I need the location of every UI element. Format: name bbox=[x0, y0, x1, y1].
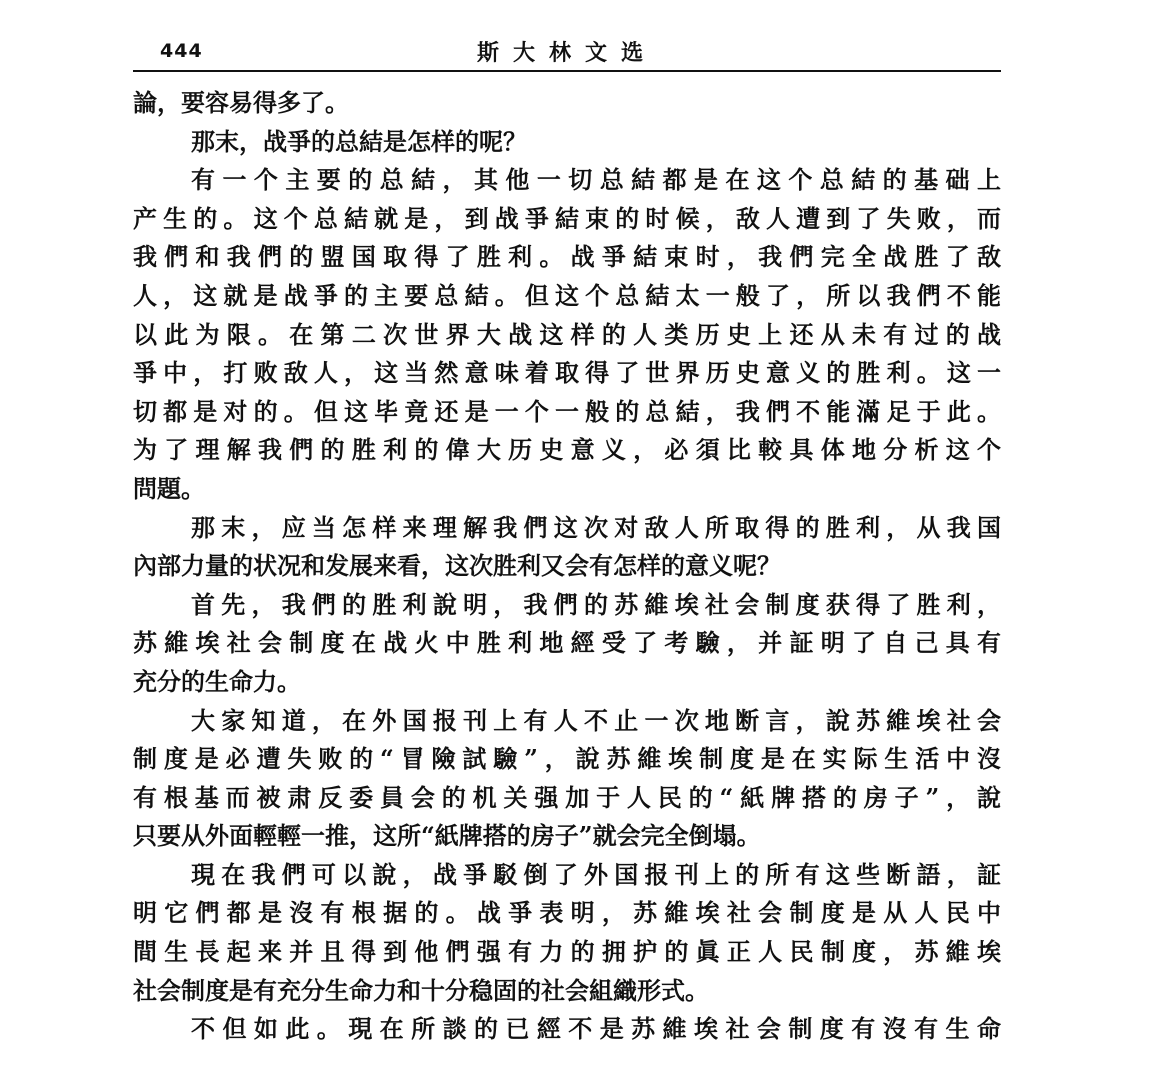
text-line: 論，要容易得多了。 bbox=[133, 88, 349, 117]
text-line: 以此为限。在第二次世界大战这样的人类历史上还从未有过的战 bbox=[133, 319, 1001, 349]
text-line: 人，这就是战爭的主要总結。但这个总結太一般了，所以我們不能 bbox=[133, 280, 1001, 310]
text-line: 爭中，打败敌人，这当然意味着取得了世界历史意义的胜利。这一 bbox=[133, 358, 1001, 388]
text-line: 我們和我們的盟国取得了胜利。战爭結束时，我們完全战胜了敌 bbox=[133, 242, 1001, 272]
text-line: 首先，我們的胜利說明，我們的苏維埃社会制度获得了胜利， bbox=[191, 589, 1001, 619]
text-line: 切都是对的。但这毕竟还是一个一般的总結，我們不能滿足于此。 bbox=[133, 396, 1001, 426]
text-line: 那末，应当怎样来理解我們这次对敌人所取得的胜利，从我国 bbox=[191, 512, 1001, 542]
text-line: 为了理解我們的胜利的偉大历史意义，必須比較具体地分析这个 bbox=[133, 435, 1001, 465]
page-number: 444 bbox=[160, 40, 203, 62]
page-header bbox=[133, 34, 1001, 70]
text-line: 制度是必遭失败的“冒險試驗”，說苏維埃制度是在实际生活中沒 bbox=[133, 744, 1001, 774]
text-line: 产生的。这个总結就是，到战爭結束的时候，敌人遭到了失败，而 bbox=[133, 203, 1001, 233]
text-line: 大家知道，在外国报刊上有人不止一次地断言，說苏維埃社会 bbox=[191, 705, 1001, 735]
text-line: 間生長起来并且得到他們强有力的拥护的眞正人民制度，苏維埃 bbox=[133, 937, 1001, 967]
body-text bbox=[133, 84, 1001, 1049]
text-line: 內部力量的状况和发展来看，这次胜利又会有怎样的意义呢？ bbox=[133, 551, 781, 581]
text-line: 有根基而被肃反委員会的机关强加于人民的“紙牌搭的房子”，說 bbox=[133, 782, 1001, 812]
text-line: 不但如此。現在所談的已經不是苏維埃社会制度有沒有生命 bbox=[191, 1014, 1001, 1044]
text-line: 明它們都是沒有根据的。战爭表明，苏維埃社会制度是从人民中 bbox=[133, 898, 1001, 928]
header-rule bbox=[133, 70, 1001, 72]
text-line: 只要从外面輕輕一推，这所“紙牌搭的房子”就会完全倒塌。 bbox=[133, 821, 761, 851]
text-line: 社会制度是有充分生命力和十分稳固的社会組織形式。 bbox=[133, 975, 709, 1005]
text-line: 問題。 bbox=[133, 473, 205, 503]
text-line: 充分的生命力。 bbox=[133, 666, 301, 696]
text-line: 那末，战爭的总結是怎样的呢？ bbox=[191, 126, 527, 156]
text-line: 現在我們可以說，战爭駁倒了外国报刊上的所有这些断語，証 bbox=[191, 859, 1001, 889]
text-line: 有一个主要的总結，其他一切总結都是在这个总結的基础上 bbox=[191, 165, 1001, 195]
text-line: 苏維埃社会制度在战火中胜利地經受了考驗，并証明了自己具有 bbox=[133, 628, 1001, 658]
running-title: 斯大林文选 bbox=[476, 40, 657, 66]
